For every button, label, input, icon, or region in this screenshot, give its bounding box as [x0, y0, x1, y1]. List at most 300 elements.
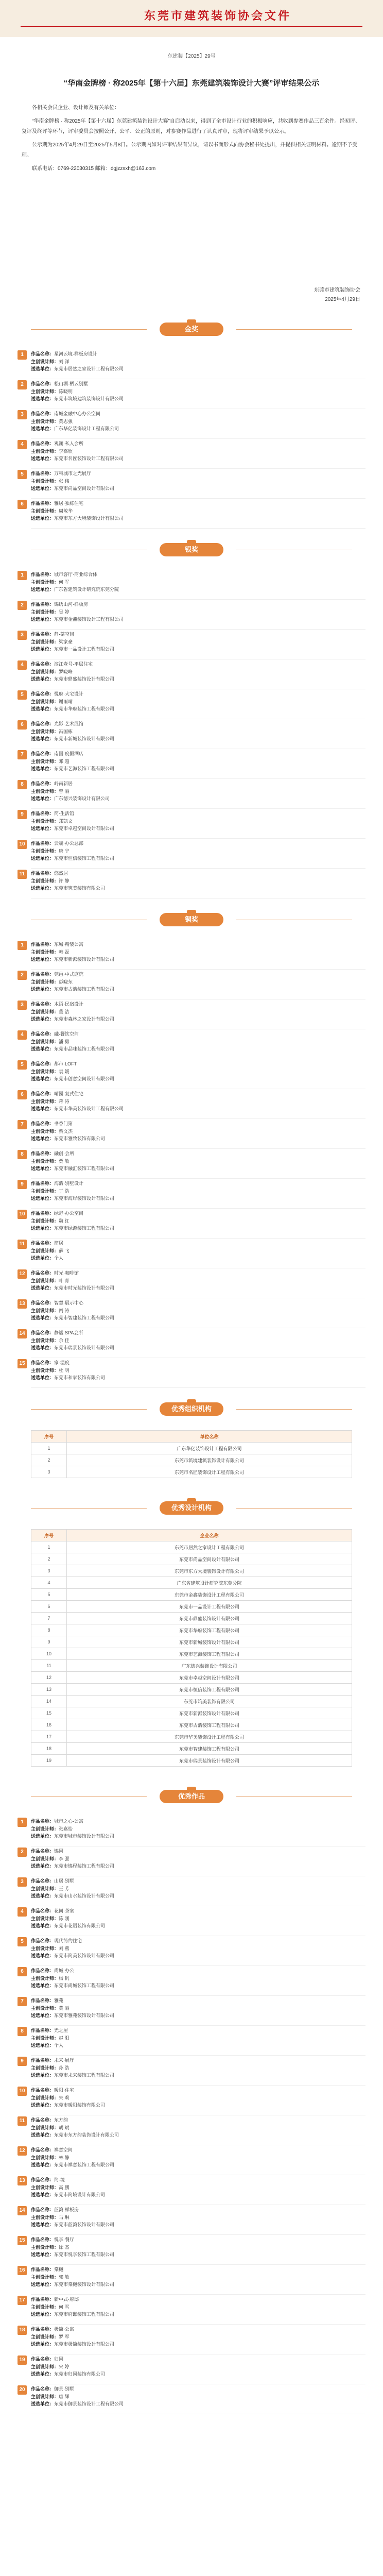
work-label: 作品名称：	[31, 1091, 55, 1096]
company-label: 送选单位：	[31, 2312, 55, 2317]
company-row	[18, 2161, 365, 2169]
entry-number: 13	[18, 2176, 27, 2185]
entry-number: 2	[18, 601, 27, 610]
entry-divider	[31, 2025, 365, 2026]
designer-label: 主创设计师：	[31, 878, 59, 884]
work-label: 作品名称：	[31, 1330, 55, 1335]
entry-number: 7	[18, 750, 27, 759]
designer-row	[18, 698, 365, 706]
designer-row	[18, 2214, 365, 2222]
work-label: 作品名称：	[31, 781, 55, 786]
designer-name: 张嘉怡	[59, 1826, 73, 1832]
company-name: 东莞市智建装饰工程有限公司	[54, 1315, 115, 1320]
designer-name: 袁 媛	[59, 1069, 69, 1074]
designer-row	[18, 948, 365, 956]
award-entry	[18, 1299, 365, 1323]
designer-name: 邓 超	[59, 758, 69, 764]
designer-label: 主创设计师：	[31, 1009, 59, 1014]
company-name: 东莞市棠樾装饰设计有限公司	[54, 2282, 115, 2287]
company-label: 送选单位：	[31, 1953, 55, 1958]
entry-divider	[31, 1178, 365, 1179]
work-row	[18, 1997, 365, 2005]
table-row	[31, 1636, 352, 1648]
work-label: 作品名称：	[31, 2357, 55, 2362]
entry-number: 3	[18, 631, 27, 640]
company-name: 东莞市华美装饰设计工程有限公司	[54, 1106, 124, 1111]
award-entry	[18, 2296, 365, 2319]
designer-row	[18, 1098, 365, 1106]
entry-divider	[31, 778, 365, 779]
company-name: 东莞市雅苑装饰设计有限公司	[54, 2013, 115, 2018]
intro-paragraph: 各相关会员企业、设计师及有关单位：	[32, 105, 119, 111]
entry-divider	[31, 2085, 365, 2086]
work-row	[18, 2176, 365, 2184]
company-name: 东莞市东方韵装饰设计有限公司	[54, 2132, 119, 2138]
company-name: 东莞市花语装饰有限公司	[54, 1923, 106, 1928]
designer-label: 主创设计师：	[31, 1218, 59, 1224]
section-heading	[0, 1399, 383, 1420]
designer-name: 曾 丽	[59, 788, 69, 794]
work-row	[18, 2236, 365, 2244]
designer-label: 主创设计师：	[31, 1975, 59, 1981]
award-entry	[18, 1329, 365, 1353]
work-name: 东城·精装公寓	[54, 942, 84, 947]
table-row	[31, 1589, 352, 1601]
work-row	[18, 410, 365, 418]
page-title: “华南金牌榜 · 称2025年【第十六届】东莞建筑装饰设计大赛”评审结果公示	[63, 79, 320, 88]
work-row	[18, 1269, 365, 1277]
work-row	[18, 2266, 365, 2274]
designer-label: 主创设计师：	[31, 979, 59, 985]
company-label: 送选单位：	[31, 1983, 55, 1988]
work-name: 尚城·办公	[54, 1968, 75, 1973]
company-name: 东莞市筑美装饰有限公司	[54, 886, 106, 891]
row-company: 东莞市智建装饰工程有限公司	[67, 1743, 352, 1755]
work-name: 简居	[54, 1241, 64, 1246]
company-row	[18, 1225, 365, 1232]
designer-label: 主创设计师：	[31, 2244, 59, 2250]
heading-rule	[31, 1508, 147, 1509]
company-name: 东莞市雅致装饰有限公司	[54, 1136, 106, 1141]
company-name: 东莞市华府装饰工程有限公司	[54, 706, 115, 711]
row-number: 15	[31, 1707, 67, 1719]
work-row	[18, 1001, 365, 1008]
designer-label: 主创设计师：	[31, 788, 59, 794]
award-entry	[18, 2385, 365, 2409]
designer-label: 主创设计师：	[31, 2214, 59, 2220]
work-label: 作品名称：	[31, 351, 55, 357]
work-row	[18, 660, 365, 668]
work-name: 融·餐饮空间	[54, 1031, 79, 1037]
section-label: 银奖	[160, 543, 223, 556]
designer-label: 主创设计师：	[31, 2274, 59, 2280]
company-row	[18, 735, 365, 743]
row-company: 东莞市筑美装饰有限公司	[67, 1696, 352, 1707]
award-entry	[18, 350, 365, 374]
designer-name: 何 雪	[59, 2304, 69, 2310]
work-name: 观澜·私人会所	[54, 441, 84, 446]
designer-row	[18, 1188, 365, 1195]
row-number: 18	[31, 1743, 67, 1755]
designer-label: 主创设计师：	[31, 2065, 59, 2071]
company-row	[18, 986, 365, 993]
company-name: 东莞市融汇装饰工程有限公司	[54, 1166, 115, 1171]
designer-label: 主创设计师：	[31, 1367, 59, 1373]
designer-label: 主创设计师：	[31, 758, 59, 764]
designer-name: 梁家豪	[59, 639, 73, 645]
table-row	[31, 1660, 352, 1672]
work-label: 作品名称：	[31, 501, 55, 506]
company-row	[18, 2370, 365, 2378]
work-label: 作品名称：	[31, 1968, 55, 1973]
column-header: 序号	[31, 1530, 67, 1541]
company-label: 送选单位：	[31, 676, 55, 682]
award-entry	[18, 2176, 365, 2200]
designer-label: 主创设计师：	[31, 448, 59, 454]
designer-label: 主创设计师：	[31, 1945, 59, 1951]
entry-number: 2	[18, 380, 27, 389]
award-entry	[18, 1120, 365, 1144]
table-row	[31, 1443, 352, 1454]
work-name: 晴园·复式住宅	[54, 1091, 84, 1096]
company-name: 东莞市山水装饰设计有限公司	[54, 1893, 115, 1899]
company-row	[18, 485, 365, 493]
award-entry	[18, 810, 365, 834]
row-company: 东莞市名匠装饰设计工程有限公司	[67, 1466, 352, 1478]
award-entry	[18, 1060, 365, 1084]
company-name: 广东德兴装饰设计有限公司	[54, 796, 110, 801]
designer-name: 胡 斌	[59, 2125, 69, 2130]
table-row	[31, 1648, 352, 1660]
award-entry	[18, 780, 365, 804]
work-name: 简·生活馆	[54, 811, 75, 816]
work-label: 作品名称：	[31, 441, 55, 446]
designer-name: 陈晓明	[59, 388, 73, 394]
row-number: 19	[31, 1755, 67, 1767]
work-label: 作品名称：	[31, 751, 55, 756]
designer-label: 主创设计师：	[31, 639, 59, 645]
work-name: 智慧·展示中心	[54, 1300, 84, 1306]
company-name: 东莞市暖阳装饰有限公司	[54, 2103, 106, 2108]
company-label: 送选单位：	[31, 647, 55, 652]
table-row	[31, 1755, 352, 1767]
designer-name: 薛 飞	[59, 1248, 69, 1253]
work-label: 作品名称：	[31, 2147, 55, 2153]
section-heading	[0, 1787, 383, 1807]
entry-divider	[31, 1148, 365, 1149]
designer-row	[18, 2154, 365, 2162]
row-number: 4	[31, 1577, 67, 1589]
entry-number: 6	[18, 720, 27, 730]
company-row	[18, 1045, 365, 1053]
designer-name: 吴 婷	[59, 609, 69, 615]
company-row	[18, 1374, 365, 1382]
row-company: 东莞市华美装饰设计工程有限公司	[67, 1731, 352, 1743]
entry-number: 1	[18, 941, 27, 950]
work-name: 静·茶空间	[54, 632, 75, 637]
entry-divider	[31, 969, 365, 970]
work-label: 作品名称：	[31, 1998, 55, 2003]
work-label: 作品名称：	[31, 2386, 55, 2392]
heading-rule	[236, 1409, 352, 1410]
award-entry	[18, 1030, 365, 1054]
company-label: 送选单位：	[31, 2043, 55, 2048]
section-label: 铜奖	[160, 913, 223, 926]
work-name: 东方韵	[54, 2117, 68, 2123]
designer-row	[18, 978, 365, 986]
row-number: 16	[31, 1719, 67, 1731]
designer-name: 蔡文杰	[59, 1128, 73, 1134]
designer-label: 主创设计师：	[31, 728, 59, 734]
work-label: 作品名称：	[31, 1241, 55, 1246]
award-entry	[18, 1907, 365, 1931]
company-name: 东莞市品味装饰工程有限公司	[54, 1046, 115, 1052]
entry-number: 9	[18, 1180, 27, 1189]
designer-row	[18, 1217, 365, 1225]
designer-row	[18, 1038, 365, 1046]
table-row	[31, 1743, 352, 1755]
designer-label: 主创设计师：	[31, 2005, 59, 2011]
row-number: 7	[31, 1613, 67, 1624]
entry-divider	[31, 1387, 365, 1388]
designer-label: 主创设计师：	[31, 1278, 59, 1283]
work-row	[18, 470, 365, 478]
intro-paragraph: “华南金牌榜 · 称2025年【第十六届】东莞建筑装饰设计大赛”自启动以来，得到了全市设计行业的积极响应，共收到参赛作品三百余件。经初评、复评及终评等环节，评审委员会按照公开、公平、公正的原则，对参赛作品进行了认真评审，现将评审结果予以公示。	[22, 118, 360, 134]
company-label: 送选单位：	[31, 1923, 55, 1928]
entry-number: 3	[18, 410, 27, 419]
work-row	[18, 840, 365, 848]
company-name: 东莞市居然之家设计工程有限公司	[54, 366, 124, 371]
designer-name: 林 静	[59, 2155, 69, 2160]
work-name: 暖阳·住宅	[54, 2088, 75, 2093]
company-label: 送选单位：	[31, 766, 55, 771]
work-label: 作品名称：	[31, 2117, 55, 2123]
entry-number: 14	[18, 2206, 27, 2215]
entry-divider	[31, 599, 365, 600]
work-row	[18, 1180, 365, 1188]
award-entry	[18, 941, 365, 964]
company-name: 东莞市锦程装饰工程有限公司	[54, 1863, 115, 1869]
company-row	[18, 1075, 365, 1083]
work-row	[18, 1240, 365, 1247]
company-label: 送选单位：	[31, 1136, 55, 1141]
company-row	[18, 795, 365, 803]
award-entry	[18, 1359, 365, 1383]
work-name: 云端·办公总部	[54, 841, 84, 846]
heading-rule	[236, 329, 352, 330]
company-label: 送选单位：	[31, 1893, 55, 1899]
row-company: 东莞市一品设计工程有限公司	[67, 1601, 352, 1613]
work-label: 作品名称：	[31, 381, 55, 386]
designer-row	[18, 848, 365, 855]
entry-divider	[31, 2264, 365, 2265]
designer-name: 潘 勇	[59, 1039, 69, 1044]
row-company: 广东德兴装饰设计有限公司	[67, 1660, 352, 1672]
work-name: 绿野·办公空间	[54, 1211, 84, 1216]
designer-row	[18, 2363, 365, 2371]
work-name: 归园	[54, 2357, 64, 2362]
company-label: 送选单位：	[31, 1315, 55, 1320]
designer-name: 许 静	[59, 878, 69, 884]
section-heading	[0, 1498, 383, 1519]
designer-row	[18, 358, 365, 366]
company-label: 送选单位：	[31, 706, 55, 711]
intro-paragraph: 联系电话：0769-22030315 邮箱：dgjzzsxh@163.com	[32, 166, 156, 172]
work-name: 禅意空间	[54, 2147, 73, 2153]
company-row	[18, 586, 365, 594]
row-number: 12	[31, 1672, 67, 1684]
award-entry	[18, 500, 365, 523]
row-number: 10	[31, 1648, 67, 1660]
designer-label: 主创设计师：	[31, 2394, 59, 2399]
entry-number: 2	[18, 971, 27, 980]
entry-number: 16	[18, 2266, 27, 2275]
work-name: 悦府·大宅设计	[54, 691, 84, 697]
company-row	[18, 2191, 365, 2199]
company-name: 广东省建筑设计研究院东莞分院	[54, 587, 119, 592]
designer-name: 丁 浩	[59, 1188, 69, 1194]
company-label: 送选单位：	[31, 426, 55, 431]
company-label: 送选单位：	[31, 796, 55, 801]
company-label: 送选单位：	[31, 2252, 55, 2257]
work-label: 作品名称：	[31, 572, 55, 577]
work-name: 现代简约住宅	[54, 1938, 82, 1943]
company-row	[18, 2341, 365, 2348]
designer-row	[18, 579, 365, 586]
document-number: 东建装【2025】29号	[167, 54, 216, 59]
work-row	[18, 780, 365, 788]
award-entry	[18, 2206, 365, 2230]
designer-name: 刘 燕	[59, 1945, 69, 1951]
designer-label: 主创设计师：	[31, 359, 59, 364]
company-row	[18, 2072, 365, 2079]
work-row	[18, 750, 365, 758]
company-name: 东莞市海岸装饰设计有限公司	[54, 1196, 115, 1201]
award-entry	[18, 2057, 365, 2080]
company-row	[18, 515, 365, 522]
designer-label: 主创设计师：	[31, 848, 59, 854]
designer-label: 主创设计师：	[31, 2095, 59, 2100]
entry-number: 13	[18, 1299, 27, 1309]
company-name: 东莞市新派装饰设计有限公司	[54, 957, 115, 962]
company-name: 东莞市恒信装饰工程有限公司	[54, 856, 115, 861]
work-label: 作品名称：	[31, 632, 55, 637]
designer-name: 高 鹏	[59, 2184, 69, 2190]
section-heading	[0, 319, 383, 340]
designer-row	[18, 1008, 365, 1016]
entry-number: 5	[18, 470, 27, 479]
company-name: 东莞市绿源装饰工程有限公司	[54, 1226, 115, 1231]
designer-row	[18, 448, 365, 455]
company-name: 东莞市瑞景装饰设计有限公司	[54, 1345, 115, 1350]
entry-number: 6	[18, 500, 27, 509]
work-row	[18, 2355, 365, 2363]
work-name: 南国·度假酒店	[54, 751, 84, 756]
award-entry	[18, 1090, 365, 1114]
company-label: 送选单位：	[31, 1196, 55, 1201]
award-entry	[18, 1967, 365, 1991]
work-label: 作品名称：	[31, 942, 55, 947]
row-number: 13	[31, 1684, 67, 1696]
designer-row	[18, 758, 365, 766]
work-row	[18, 1090, 365, 1098]
company-row	[18, 2131, 365, 2139]
award-entry	[18, 1997, 365, 2021]
company-label: 送选单位：	[31, 1046, 55, 1052]
designer-name: 唐 辉	[59, 2394, 69, 2399]
company-name: 个人	[54, 2043, 64, 2048]
designer-label: 主创设计师：	[31, 418, 59, 424]
company-name: 东莞市蓝湾装饰设计有限公司	[54, 2222, 115, 2227]
entry-number: 1	[18, 350, 27, 360]
signature	[314, 286, 360, 304]
award-entry	[18, 870, 365, 893]
entry-number: 5	[18, 1060, 27, 1070]
designer-label: 主创设计师：	[31, 1886, 59, 1891]
company-row	[18, 1862, 365, 1870]
entry-number: 8	[18, 2027, 27, 2036]
designer-row	[18, 1337, 365, 1345]
award-entry	[18, 1210, 365, 1233]
table-header-row	[31, 1530, 352, 1541]
company-label: 送选单位：	[31, 1375, 55, 1380]
company-name: 东莞市禅意装饰工程有限公司	[54, 2162, 115, 2167]
designer-label: 主创设计师：	[31, 609, 59, 615]
designer-label: 主创设计师：	[31, 1158, 59, 1164]
designer-row	[18, 1885, 365, 1893]
table-row	[31, 1696, 352, 1707]
company-label: 送选单位：	[31, 2132, 55, 2138]
company-label: 送选单位：	[31, 2401, 55, 2406]
work-label: 作品名称：	[31, 1908, 55, 1913]
entry-divider	[31, 629, 365, 630]
company-label: 送选单位：	[31, 2371, 55, 2377]
entry-number: 2	[18, 1848, 27, 1857]
company-row	[18, 2012, 365, 2020]
designer-row	[18, 2064, 365, 2072]
company-name: 东莞市一品设计工程有限公司	[54, 647, 115, 652]
entry-divider	[31, 1965, 365, 1966]
entry-divider	[31, 2234, 365, 2235]
designer-name: 马 琳	[59, 2214, 69, 2220]
designer-name: 唐 宁	[59, 848, 69, 854]
section-label: 优秀组织机构	[160, 1402, 223, 1416]
company-name: 东莞市新城装饰设计有限公司	[54, 736, 115, 741]
work-row	[18, 2087, 365, 2094]
work-name: 悦享·餐厅	[54, 2237, 75, 2242]
company-label: 送选单位：	[31, 2073, 55, 2078]
entry-number: 12	[18, 1269, 27, 1279]
company-row	[18, 765, 365, 773]
company-row	[18, 2281, 365, 2289]
row-number: 8	[31, 1624, 67, 1636]
company-row	[18, 455, 365, 463]
work-name: 新中式·府邸	[54, 2297, 79, 2302]
company-name: 东莞市尚城装饰工程有限公司	[54, 1983, 115, 1988]
company-name: 东莞市和家装饰有限公司	[54, 1375, 106, 1380]
award-entry	[18, 660, 365, 684]
results-table	[31, 1430, 352, 1478]
table-row	[31, 1613, 352, 1624]
company-row	[18, 2221, 365, 2229]
row-company: 东莞市恒信装饰工程有限公司	[67, 1684, 352, 1696]
entry-number: 10	[18, 1210, 27, 1219]
company-label: 送选单位：	[31, 2192, 55, 2197]
award-entry	[18, 1150, 365, 1174]
company-row	[18, 616, 365, 623]
entry-number: 4	[18, 440, 27, 449]
designer-label: 主创设计师：	[31, 2155, 59, 2160]
